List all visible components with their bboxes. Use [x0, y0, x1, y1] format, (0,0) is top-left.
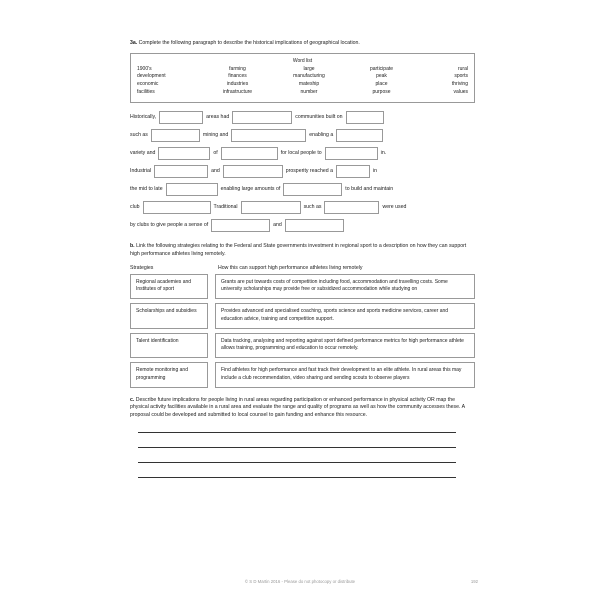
cloze-text: and: [273, 222, 282, 228]
word-item: participate: [369, 65, 394, 72]
cloze-text: variety and: [130, 149, 156, 156]
word-item: development: [137, 73, 166, 80]
word-item: infrastructure: [222, 88, 253, 95]
cloze-text: to build and maintain: [345, 185, 394, 192]
cloze-line: [130, 200, 475, 215]
table-row: [130, 274, 475, 300]
cloze-blank-input[interactable]: [232, 111, 292, 124]
cloze-line: [130, 182, 475, 197]
cloze-line: [130, 146, 475, 161]
description-cell[interactable]: Grants are put towards costs of competition including food, accommodation and travelling costs. Some university scholarships may provide free or subsidized accommodation while studying on: [215, 274, 475, 300]
word-item: farming: [229, 65, 246, 72]
cloze-blank-input[interactable]: [221, 147, 278, 160]
cloze-blank-input[interactable]: [166, 183, 218, 196]
cloze-blank-input[interactable]: [223, 165, 283, 178]
page-number: 192: [470, 579, 478, 584]
cloze-text: Traditional: [213, 203, 238, 210]
word-item: thriving: [451, 81, 468, 88]
support-column-header: How this can support high performance athletes living remotely: [218, 264, 363, 271]
footer-copyright: © S D Martin 2016 - Please do not photocopy or distribute: [244, 579, 356, 584]
cloze-paragraph: [130, 110, 475, 234]
word-item: purpose: [372, 88, 391, 95]
cloze-text: mining and: [202, 131, 229, 138]
word-item: facilities: [137, 88, 155, 95]
cloze-text: in.: [380, 149, 387, 156]
answer-lines: [130, 432, 475, 478]
cloze-text: for local people to: [280, 149, 322, 156]
cloze-blank-input[interactable]: [143, 201, 211, 214]
cloze-text: enabling a: [309, 131, 334, 138]
cloze-line: [130, 164, 475, 179]
cloze-text: by clubs to give people a sense of: [130, 222, 209, 228]
word-item: finances: [228, 73, 247, 80]
cloze-line: [130, 218, 475, 233]
cloze-text: prosperity reached a: [285, 167, 334, 174]
answer-line[interactable]: [138, 477, 456, 478]
table-row: [130, 333, 475, 359]
cloze-text: the mid to late: [130, 185, 163, 192]
word-item: number: [300, 88, 318, 95]
table-row: [130, 362, 475, 388]
cloze-blank-input[interactable]: [336, 165, 370, 178]
cloze-text: areas had: [206, 113, 230, 120]
cloze-text: such as: [303, 203, 322, 210]
answer-line[interactable]: [138, 432, 456, 433]
cloze-blank-input[interactable]: [283, 183, 342, 196]
word-list-column: [423, 66, 468, 97]
word-item: rural: [457, 65, 468, 72]
cloze-text: and: [211, 167, 220, 174]
word-item: values: [453, 88, 468, 95]
question-c-label: c.: [130, 396, 135, 403]
word-item: mateship: [298, 81, 320, 88]
cloze-text: Industrial: [130, 167, 152, 174]
description-cell[interactable]: Find athletes for high performance and fast track their development to an elite athlete. In rural areas this may include a club recommendation, video sharing and sending scouts to observe players: [215, 362, 475, 388]
description-cell[interactable]: Provides advanced and specialised coaching, sports science and sports medicine services, career and education advice, training and competition support.: [215, 303, 475, 329]
question-a-text: Complete the following paragraph to describe the historical implications of geographical location.: [138, 40, 360, 46]
word-item: peak: [376, 73, 387, 80]
answer-line[interactable]: [138, 447, 456, 448]
word-list-column: [278, 66, 340, 97]
cloze-blank-input[interactable]: [154, 165, 208, 178]
cloze-text: such as: [130, 131, 148, 138]
cloze-blank-input[interactable]: [151, 129, 200, 142]
cloze-blank-input[interactable]: [211, 219, 270, 232]
description-cell[interactable]: Data tracking, analysing and reporting against sport defined performance metrics for high performance athlete allows training, programming and education to occur remotely.: [215, 333, 475, 359]
word-list-column: [137, 66, 197, 97]
word-list-column: [208, 66, 268, 97]
strategies-column-header: Strategies: [130, 264, 154, 271]
word-item: place: [375, 81, 388, 88]
table-row: [130, 303, 475, 329]
cloze-blank-input[interactable]: [158, 147, 210, 160]
cloze-blank-input[interactable]: [285, 219, 344, 232]
cloze-blank-input[interactable]: [231, 129, 306, 142]
cloze-blank-input[interactable]: [325, 147, 378, 160]
word-item: industries: [226, 81, 249, 88]
cloze-text: communities built on: [295, 113, 343, 120]
cloze-text: enabling large amounts of: [220, 185, 281, 192]
cloze-blank-input[interactable]: [336, 129, 383, 142]
page-content: [130, 40, 475, 478]
strategy-cell[interactable]: Remote monitoring and programming: [130, 362, 208, 388]
word-list-grid: [137, 66, 468, 97]
cloze-text: of: [213, 149, 218, 156]
word-list-column: [351, 66, 413, 97]
word-item: sports: [454, 73, 468, 80]
strategies-table-header: [130, 265, 475, 271]
question-a-heading: [130, 40, 475, 48]
cloze-blank-input[interactable]: [324, 201, 379, 214]
cloze-blank-input[interactable]: [241, 201, 301, 214]
cloze-blank-input[interactable]: [346, 111, 384, 124]
word-list-box: [130, 53, 475, 103]
word-item: 1900's: [137, 65, 152, 72]
cloze-text: club: [130, 203, 140, 210]
word-list-title: Word list: [292, 57, 313, 64]
question-a-label: 3a.: [130, 40, 138, 46]
cloze-text: were used: [382, 203, 407, 210]
question-c-text: Describe future implications for people living in rural areas regarding participation or enhanced performance in physical activity OR map the physical activity facilities available in a rural area and evaluate the range and quality of programs as well as how the community accesses these. A proposal could be developed and submitted to local counsel to gain funding and enhance this resource.: [130, 396, 465, 419]
strategy-cell[interactable]: Regional academies and Institutes of sport: [130, 274, 208, 300]
question-b-text: Link the following strategies relating to the Federal and State governments investment in regional sport to a description on how they can support high performance athletes living remotely.: [130, 243, 467, 257]
word-item: economic: [137, 81, 159, 88]
word-item: large: [303, 65, 315, 72]
cloze-text: in: [373, 167, 378, 174]
strategy-cell[interactable]: Scholarships and subsidies: [130, 303, 208, 329]
word-item: manufacturing: [293, 73, 325, 80]
cloze-line: [130, 128, 475, 143]
strategy-cell[interactable]: Talent identification: [130, 333, 208, 359]
cloze-line: [130, 110, 475, 125]
question-b-label: b.: [130, 243, 135, 250]
question-b-heading: [130, 243, 475, 259]
question-c-heading: [130, 397, 475, 420]
cloze-blank-input[interactable]: [159, 111, 203, 124]
cloze-text: Historically,: [130, 113, 157, 120]
page-footer: [0, 579, 600, 584]
answer-line[interactable]: [138, 462, 456, 463]
strategies-table: [130, 274, 475, 388]
